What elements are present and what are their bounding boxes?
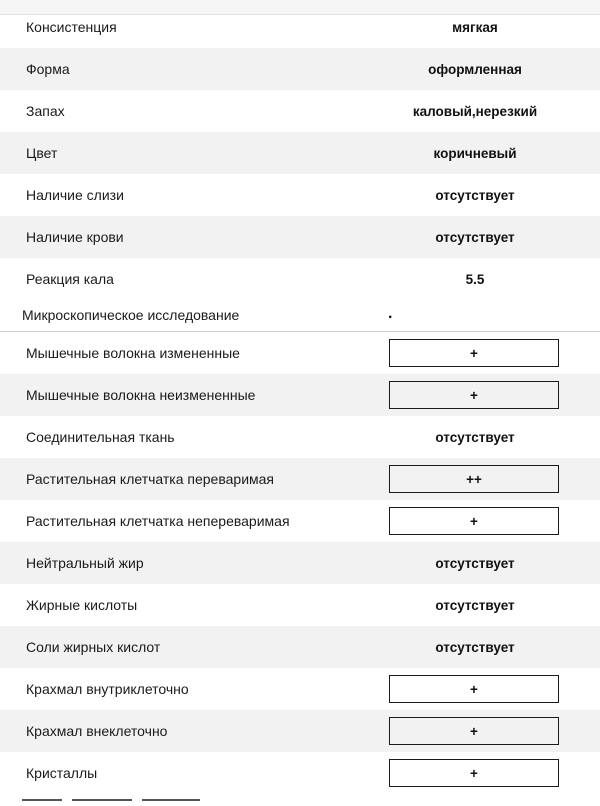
row-muscle-changed [0,332,600,374]
row-label: Жирные кислоты [26,597,138,613]
section-value: . [388,305,393,322]
row-label: Цвет [26,145,58,161]
row-label: Наличие крови [26,229,124,245]
value-box[interactable]: ++ [389,465,559,493]
row-label: Крахмал внеклеточно [26,723,168,739]
row-label: Реакция кала [26,271,114,287]
row-label: Кристаллы [26,765,98,781]
value-box[interactable]: + [389,339,559,367]
row-fatty-acid-salts [0,626,600,668]
row-label: Соли жирных кислот [26,639,161,655]
section-title: Микроскопическое исследование [22,307,240,323]
row-fiber-indigestible [0,500,600,542]
row-form [0,48,600,90]
value-box[interactable]: + [389,507,559,535]
row-neutral-fat [0,542,600,584]
value-box[interactable]: + [389,675,559,703]
row-value: оформленная [428,61,522,77]
row-value: отсутствует [435,597,515,613]
row-smell [0,90,600,132]
row-label: Нейтральный жир [26,555,144,571]
row-label: Форма [26,61,70,77]
row-label: Мышечные волокна неизмененные [26,387,256,403]
row-connective-tissue [0,416,600,458]
row-label: Растительная клетчатка переваримая [26,471,275,487]
row-label: Консистенция [26,19,117,35]
row-crystals [0,752,600,794]
row-value: мягкая [452,19,498,35]
row-consistency [0,6,600,48]
row-label: Крахмал внутриклеточно [26,681,189,697]
row-value: коричневый [433,145,517,161]
cut-off-text-line [0,798,600,806]
value-box[interactable]: + [389,759,559,787]
row-muscle-unchanged [0,374,600,416]
row-starch-intracellular [0,668,600,710]
value-box[interactable]: + [389,381,559,409]
row-label: Соединительная ткань [26,429,175,445]
row-starch-extracellular [0,710,600,752]
row-blood [0,216,600,258]
row-value: отсутствует [435,639,515,655]
row-label: Наличие слизи [26,187,124,203]
row-value: каловый,нерезкий [412,103,538,119]
value-box[interactable]: + [389,717,559,745]
row-label: Мышечные волокна измененные [26,345,240,361]
section-microscopy [0,301,600,332]
row-value: отсутствует [435,229,515,245]
row-fiber-digestible [0,458,600,500]
row-fatty-acids [0,584,600,626]
row-label: Запах [26,103,65,119]
row-reaction [0,258,600,300]
row-value: отсутствует [435,429,515,445]
row-mucus [0,174,600,216]
row-color [0,132,600,174]
row-value: 5.5 [465,271,485,287]
row-value: отсутствует [435,555,515,571]
row-value: отсутствует [435,187,515,203]
row-label: Растительная клетчатка непереваримая [26,513,290,529]
